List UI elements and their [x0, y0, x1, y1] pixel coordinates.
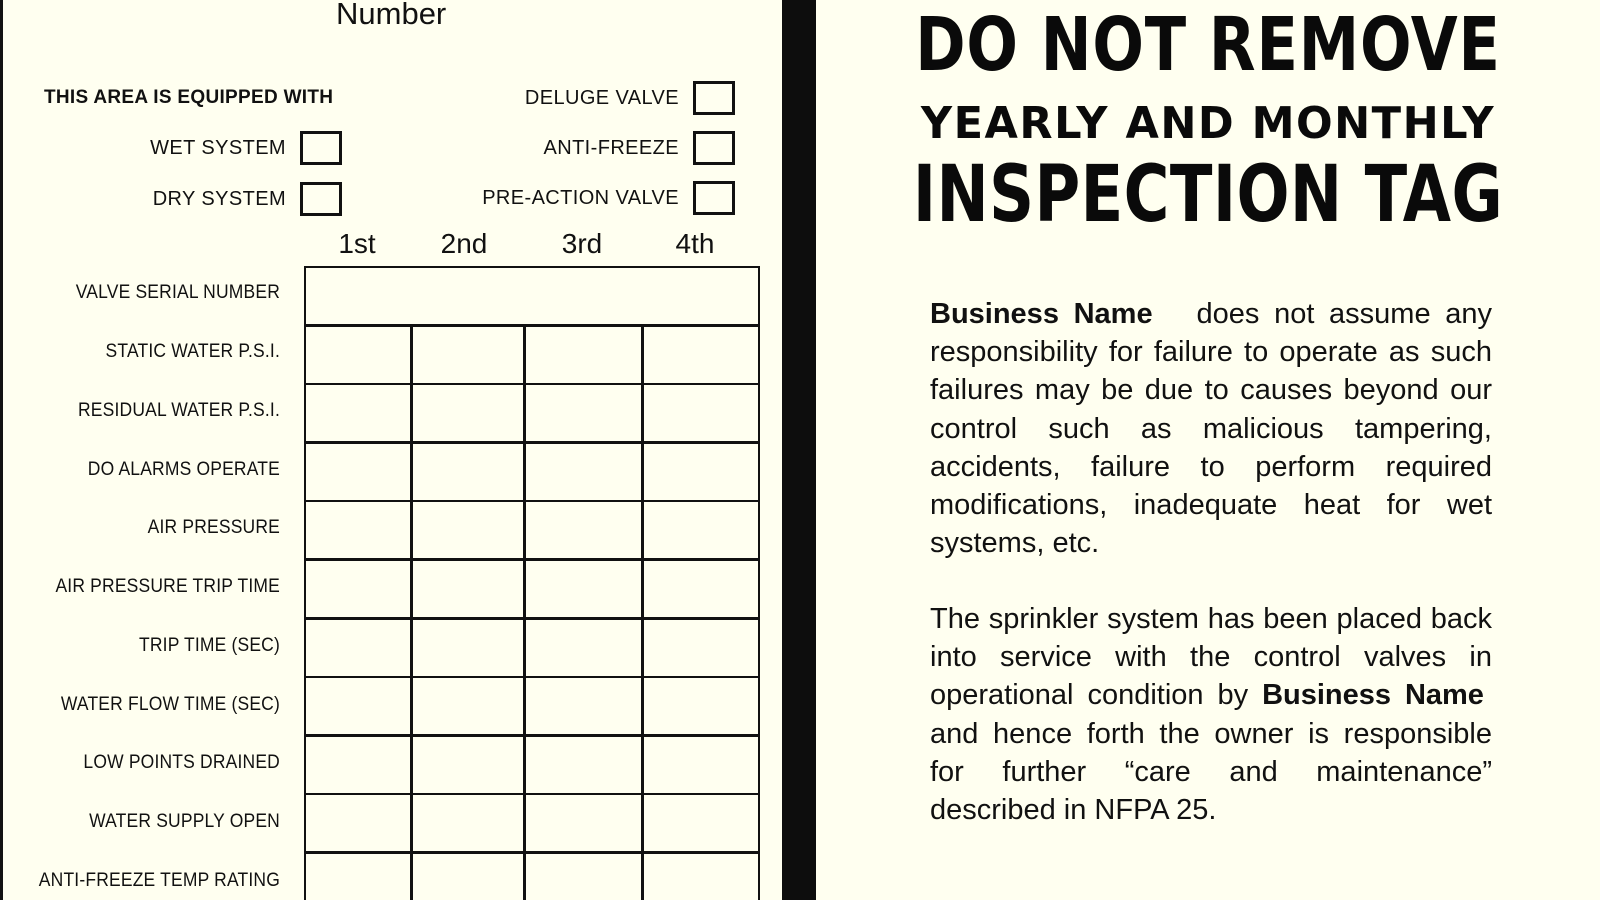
title-inspection-tag: INSPECTION TAG: [912, 150, 1504, 240]
grid-cell-2nd[interactable]: [413, 503, 522, 557]
grid-cell-2nd[interactable]: [413, 796, 522, 850]
grid-cell-1st[interactable]: [308, 444, 409, 498]
option-pre-action-valve: [482, 176, 735, 220]
inspection-form-panel: [0, 0, 782, 900]
grid-cell-3rd[interactable]: [526, 737, 640, 791]
row-label-anti-freeze-temp-rating: ANTI-FREEZE TEMP RATING: [38, 870, 280, 891]
option-dry-system: [153, 177, 342, 221]
disclaimer-text: does not assume any responsibility for failure to operate as such failures may be due to causes beyond our control such as malicious tampering, accidents, failure to perform required modifications, inadequate heat for wet systems, etc.: [930, 298, 1492, 560]
inspection-grid: [304, 266, 760, 900]
grid-cell-2nd[interactable]: [413, 327, 522, 381]
row-label-do-alarms-operate: DO ALARMS OPERATE: [87, 459, 280, 480]
row-label-water-supply-open: WATER SUPPLY OPEN: [89, 811, 280, 832]
grid-cell-4th[interactable]: [644, 620, 756, 674]
anti-freeze-checkbox[interactable]: [693, 131, 735, 165]
grid-cell-1st[interactable]: [308, 796, 409, 850]
grid-cell-1st[interactable]: [308, 679, 409, 733]
option-deluge-valve: [525, 76, 735, 120]
grid-cell-1st[interactable]: [308, 386, 409, 440]
grid-cell-1st[interactable]: [308, 503, 409, 557]
row-label-valve-serial-number: VALVE SERIAL NUMBER: [75, 282, 281, 303]
row-label-water-flow-time-sec: WATER FLOW TIME (SEC): [60, 694, 280, 715]
option-wet-system: [150, 126, 342, 170]
grid-cell-1st[interactable]: [308, 561, 409, 615]
grid-cell-4th[interactable]: [644, 796, 756, 850]
notice-panel: [816, 0, 1600, 900]
grid-cell-4th[interactable]: [644, 386, 756, 440]
liability-disclaimer: [930, 295, 1492, 562]
grid-cell-3rd[interactable]: [526, 327, 640, 381]
grid-cell-1st[interactable]: [308, 854, 409, 900]
grid-cell-3rd[interactable]: [526, 561, 640, 615]
title-do-not-remove: DO NOT REMOVE: [915, 2, 1501, 88]
pre-action-valve-checkbox[interactable]: [693, 181, 735, 215]
grid-cell-3rd[interactable]: [526, 386, 640, 440]
service-text-a: The sprinkler system has been placed back into service with the control valves in operational condition by: [930, 603, 1492, 712]
column-header-3rd: 3rd: [561, 228, 603, 259]
number-label: Number: [336, 0, 447, 31]
grid-cell-3rd[interactable]: [526, 796, 640, 850]
grid-cell-2nd[interactable]: [413, 444, 522, 498]
grid-cell-4th[interactable]: [644, 327, 756, 381]
equipped-heading: THIS AREA IS EQUIPPED WITH: [44, 87, 334, 108]
option-label: DRY SYSTEM: [152, 187, 286, 210]
service-text-b: and hence forth the owner is responsible for further “care and maintenance” described in NFPA 25.: [930, 717, 1492, 827]
grid-cell-4th[interactable]: [644, 737, 756, 791]
business-name: Business Name: [930, 298, 1153, 330]
grid-cell-4th[interactable]: [644, 444, 756, 498]
option-label: DELUGE VALVE: [524, 86, 679, 109]
column-header-4th: 4th: [675, 228, 715, 259]
row-label-low-points-drained: LOW POINTS DRAINED: [83, 752, 280, 773]
grid-cell-3rd[interactable]: [526, 444, 640, 498]
grid-cell-3rd[interactable]: [526, 679, 640, 733]
grid-cell-1st[interactable]: [308, 620, 409, 674]
grid-cell-1st[interactable]: [308, 327, 409, 381]
option-anti-freeze: [543, 126, 735, 170]
grid-cell-3rd[interactable]: [526, 854, 640, 900]
grid-cell-2nd[interactable]: [413, 620, 522, 674]
row-label-residual-water-psi: RESIDUAL WATER P.S.I.: [77, 400, 280, 421]
option-label: WET SYSTEM: [150, 136, 286, 159]
deluge-valve-checkbox[interactable]: [693, 81, 735, 115]
column-header-1st: 1st: [338, 228, 376, 259]
grid-cell-4th[interactable]: [644, 679, 756, 733]
grid-cell-2nd[interactable]: [413, 679, 522, 733]
title-yearly-and-monthly: YEARLY AND MONTHLY: [920, 98, 1496, 149]
option-label: ANTI-FREEZE: [543, 136, 679, 159]
grid-cell-4th[interactable]: [644, 561, 756, 615]
grid-cell-4th[interactable]: [644, 503, 756, 557]
service-statement: [930, 600, 1492, 829]
row-label-air-pressure: AIR PRESSURE: [147, 517, 280, 538]
grid-cell-3rd[interactable]: [526, 620, 640, 674]
row-label-static-water-psi: STATIC WATER P.S.I.: [105, 341, 281, 362]
row-label-air-pressure-trip-time: AIR PRESSURE TRIP TIME: [55, 576, 280, 597]
grid-cell-3rd[interactable]: [526, 503, 640, 557]
business-name: Business Name: [1262, 679, 1484, 712]
wet-system-checkbox[interactable]: [300, 131, 342, 165]
valve-serial-number-cell[interactable]: [306, 268, 758, 324]
grid-cell-2nd[interactable]: [413, 561, 522, 615]
grid-cell-2nd[interactable]: [413, 854, 522, 900]
row-label-trip-time-sec: TRIP TIME (SEC): [138, 635, 280, 656]
tag-divider: [782, 0, 816, 900]
option-label: PRE-ACTION VALVE: [482, 186, 679, 209]
grid-cell-4th[interactable]: [644, 854, 756, 900]
grid-cell-2nd[interactable]: [413, 737, 522, 791]
grid-cell-2nd[interactable]: [413, 386, 522, 440]
grid-cell-1st[interactable]: [308, 737, 409, 791]
dry-system-checkbox[interactable]: [300, 182, 342, 216]
column-header-2nd: 2nd: [440, 228, 488, 259]
